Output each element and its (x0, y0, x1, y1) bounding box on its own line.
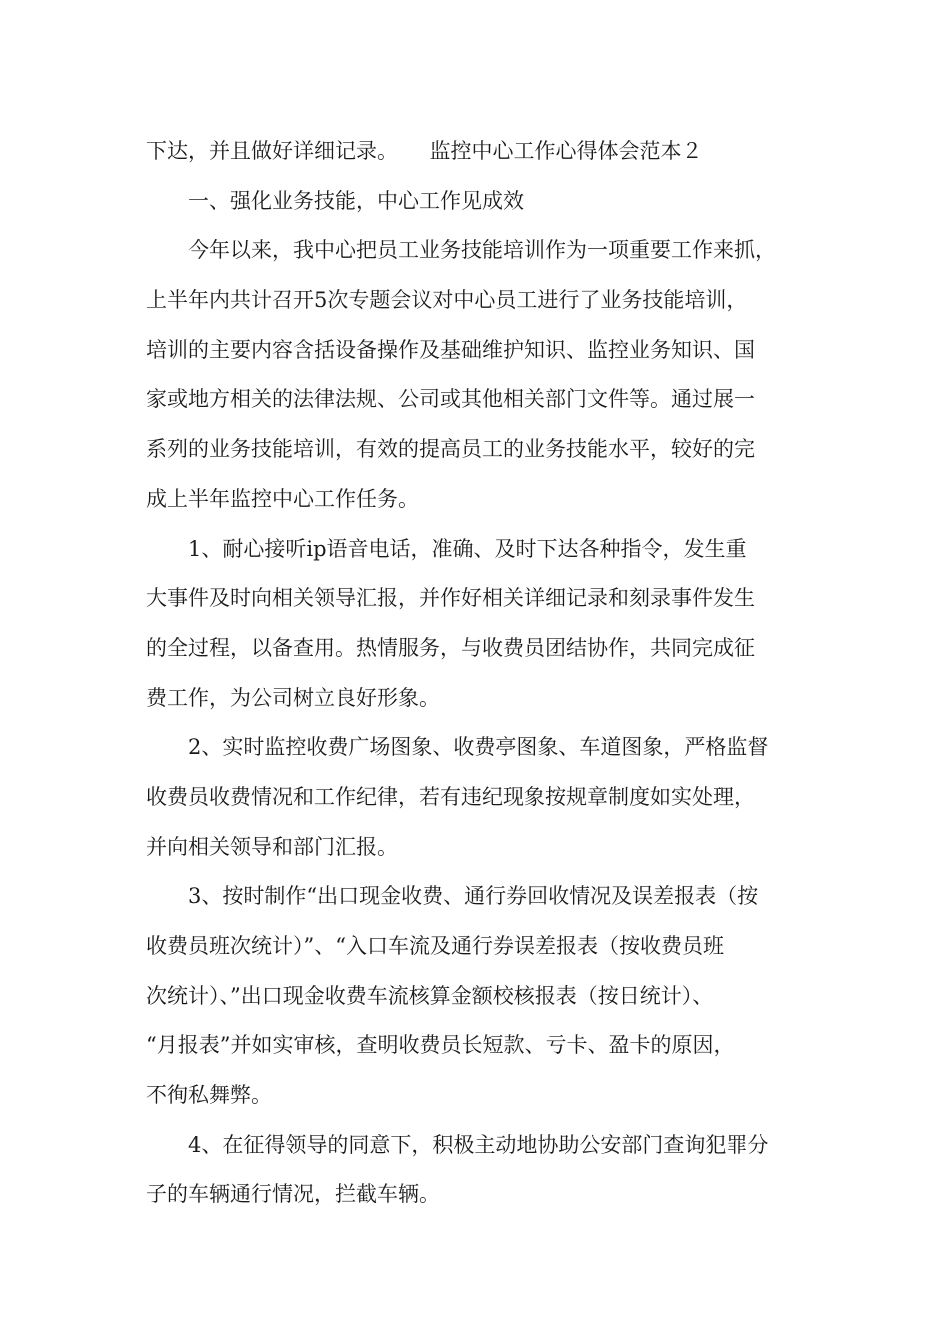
text-line: 收费员班次统计）”、“入口车流及通行券误差报表（按收费员班 (146, 934, 724, 958)
text-line: 上半年内共计召开5次专题会议对中心员工进行了业务技能培训， (146, 288, 748, 313)
list-item-3: 3、按时制作“出口现金收费、通行券回收情况及误差报表（按 (188, 884, 759, 909)
section-heading: 一、强化业务技能，中心工作见成效 (188, 188, 524, 213)
list-item-2: 2、实时监控收费广场图象、收费亭图象、车道图象，严格监督 (188, 735, 769, 760)
list-item-4: 4、在征得领导的同意下，积极主动地协助公安部门查询犯罪分 (188, 1132, 769, 1157)
text-line: 不徇私舞弊。 (146, 1083, 272, 1108)
text-line: 培训的主要内容含括设备操作及基础维护知识、监控业务知识、国 (146, 337, 755, 362)
text-line: 次统计）、”出口现金收费车流核算金额校核报表（按日统计）、 (146, 983, 714, 1008)
text-line: 成上半年监控中心工作任务。 (146, 486, 419, 511)
text-line: 并向相关领导和部门汇报。 (146, 834, 398, 859)
document-body (146, 127, 836, 1220)
text-line: 家或地方相关的法律法规、公司或其他相关部门文件等。通过展一 (146, 387, 755, 412)
text-line: 大事件及时向相关领导汇报，并作好相关详细记录和刻录事件发生 (146, 586, 755, 611)
text-line: 今年以来，我中心把员工业务技能培训作为一项重要工作来抓， (188, 238, 776, 263)
text-line: 收费员收费情况和工作纪律，若有违纪现象按规章制度如实处理， (146, 784, 755, 809)
list-item-1: 1、耐心接听ip语音电话，准确、及时下达各种指令，发生重 (188, 536, 747, 561)
text-line: 子的车辆通行情况，拦截车辆。 (146, 1182, 440, 1207)
text-line: 下达，并且做好详细记录。 监控中心工作心得体会范本２ (146, 139, 703, 163)
text-line: 费工作，为公司树立良好形象。 (146, 685, 440, 710)
text-line: “月报表”并如实审核，查明收费员长短款、亏卡、盈卡的原因， (146, 1033, 735, 1058)
text-line: 系列的业务技能培训，有效的提高员工的业务技能水平，较好的完 (146, 437, 755, 462)
text-line: 的全过程，以备查用。热情服务，与收费员团结协作，共同完成征 (146, 635, 755, 660)
